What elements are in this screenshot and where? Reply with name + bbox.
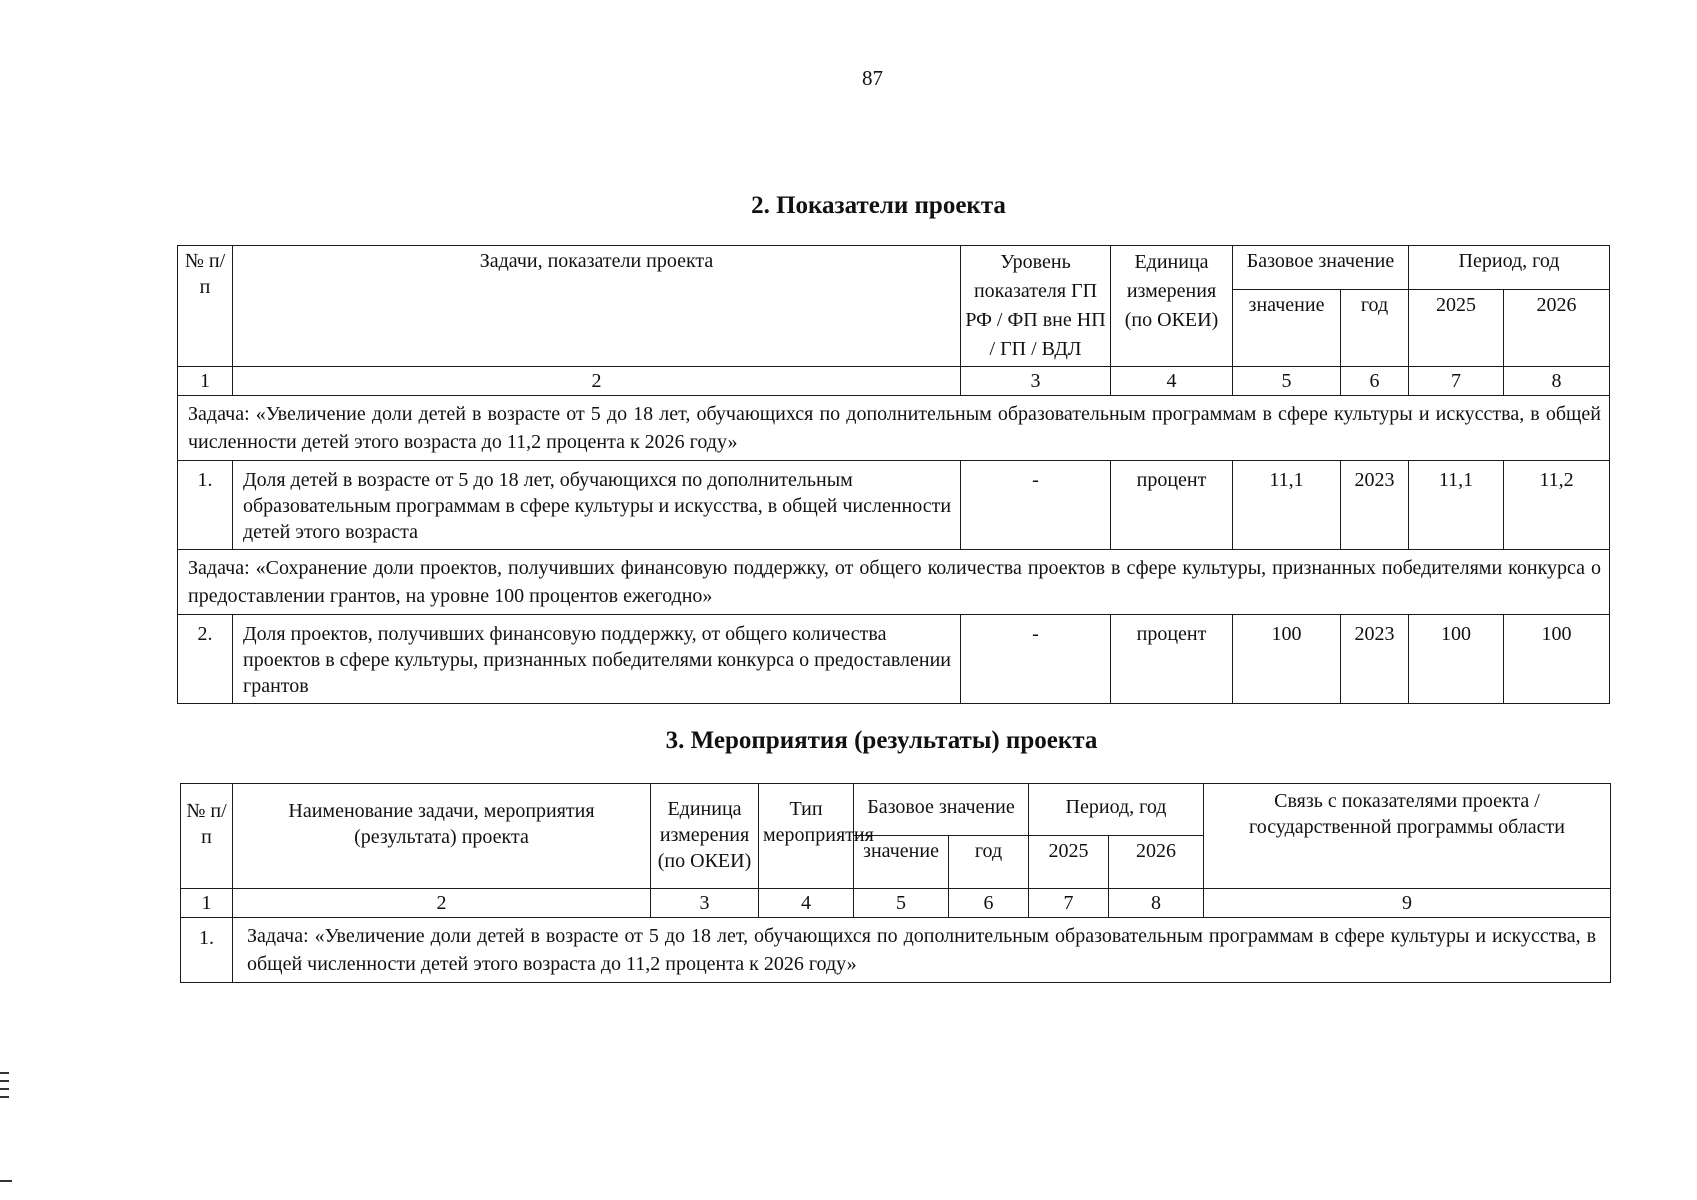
- header-unit: Единица измерения (по ОКЕИ): [651, 784, 759, 889]
- indicator-base-value: 11,1: [1233, 461, 1341, 550]
- project-activities-table: [180, 783, 1611, 983]
- indicator-name: Доля детей в возрасте от 5 до 18 лет, обучающихся по дополнительным образовательным программам в сфере культуры и искусства, в общей численности детей этого возраста: [233, 461, 961, 550]
- indicator-level: -: [961, 615, 1111, 704]
- header-link: Связь с показателями проекта / государственной программы области: [1204, 784, 1611, 889]
- column-number: 7: [1409, 367, 1504, 396]
- column-number: 8: [1504, 367, 1610, 396]
- column-number: 6: [1341, 367, 1409, 396]
- section-3-title: 3. Мероприятия (результаты) проекта: [665, 727, 1098, 754]
- column-number: 4: [1111, 367, 1233, 396]
- indicator-base-year: 2023: [1341, 615, 1409, 704]
- margin-mark: [0, 1088, 9, 1090]
- header-type: Тип мероприятия: [759, 784, 854, 889]
- indicator-value-2025: 100: [1409, 615, 1504, 704]
- header-base-year: год: [949, 836, 1029, 889]
- header-base-year: год: [1341, 290, 1409, 367]
- table3-header-row-1: [181, 784, 1611, 836]
- column-number: 5: [1233, 367, 1341, 396]
- header-2026: 2026: [1504, 290, 1610, 367]
- header-base-value: значение: [854, 836, 949, 889]
- header-base: Базовое значение: [1233, 246, 1409, 290]
- column-number: 9: [1204, 889, 1611, 918]
- activity-task-number: 1.: [181, 918, 233, 983]
- page-number: 87: [862, 66, 883, 90]
- header-unit: Единица измерения (по ОКЕИ): [1111, 246, 1233, 367]
- task-row: [178, 550, 1610, 615]
- indicator-unit: процент: [1111, 461, 1233, 550]
- margin-mark: [0, 1072, 9, 1074]
- header-2025: 2025: [1409, 290, 1504, 367]
- table2-column-numbers: [178, 367, 1610, 396]
- task-row: [178, 396, 1610, 461]
- column-number: 1: [181, 889, 233, 918]
- header-base-value: значение: [1233, 290, 1341, 367]
- header-2025: 2025: [1029, 836, 1109, 889]
- header-num: № п/п: [178, 246, 233, 367]
- margin-mark: [0, 1180, 12, 1182]
- activity-task-title: Задача: «Увеличение доли детей в возрасте от 5 до 18 лет, обучающихся по дополнительным образовательным программам в сфере культуры и искусства, в общей численности детей этого возраста до 11,2 процента к 2026 году»: [233, 918, 1611, 983]
- table2-header-row-1: [178, 246, 1610, 290]
- header-tasks: Задачи, показатели проекта: [233, 246, 961, 367]
- indicator-row: [178, 615, 1610, 704]
- header-period: Период, год: [1409, 246, 1610, 290]
- margin-mark: [0, 1096, 9, 1098]
- indicator-value-2025: 11,1: [1409, 461, 1504, 550]
- column-number: 3: [651, 889, 759, 918]
- indicator-number: 1.: [178, 461, 233, 550]
- column-number: 4: [759, 889, 854, 918]
- task-title: Задача: «Увеличение доли детей в возрасте от 5 до 18 лет, обучающихся по дополнительным образовательным программам в сфере культуры и искусства, в общей численности детей этого возраста до 11,2 процента к 2026 году»: [178, 396, 1610, 461]
- project-indicators-table: [177, 245, 1610, 704]
- column-number: 1: [178, 367, 233, 396]
- table3-column-numbers: [181, 889, 1611, 918]
- indicator-value-2026: 100: [1504, 615, 1610, 704]
- column-number: 3: [961, 367, 1111, 396]
- indicator-level: -: [961, 461, 1111, 550]
- header-period: Период, год: [1029, 784, 1204, 836]
- column-number: 6: [949, 889, 1029, 918]
- column-number: 2: [233, 889, 651, 918]
- indicator-base-year: 2023: [1341, 461, 1409, 550]
- indicator-name: Доля проектов, получивших финансовую поддержку, от общего количества проектов в сфере культуры, признанных победителями конкурса о предоставлении грантов: [233, 615, 961, 704]
- column-number: 2: [233, 367, 961, 396]
- header-num: № п/п: [181, 784, 233, 889]
- header-name: Наименование задачи, мероприятия (результата) проекта: [233, 784, 651, 889]
- indicator-number: 2.: [178, 615, 233, 704]
- margin-mark: [0, 1080, 9, 1082]
- column-number: 7: [1029, 889, 1109, 918]
- header-2026: 2026: [1109, 836, 1204, 889]
- activity-task-row: [181, 918, 1611, 983]
- indicator-row: [178, 461, 1610, 550]
- header-base: Базовое значение: [854, 784, 1029, 836]
- task-title: Задача: «Сохранение доли проектов, получивших финансовую поддержку, от общего количества проектов в сфере культуры, признанных победителями конкурса о предоставлении грантов, на уровне 100 процентов ежегодно»: [178, 550, 1610, 615]
- column-number: 5: [854, 889, 949, 918]
- indicator-base-value: 100: [1233, 615, 1341, 704]
- section-2-title: 2. Показатели проекта: [751, 192, 1006, 219]
- indicator-value-2026: 11,2: [1504, 461, 1610, 550]
- column-number: 8: [1109, 889, 1204, 918]
- header-level: Уровень показателя ГП РФ / ФП вне НП / ГП / ВДЛ: [961, 246, 1111, 367]
- indicator-unit: процент: [1111, 615, 1233, 704]
